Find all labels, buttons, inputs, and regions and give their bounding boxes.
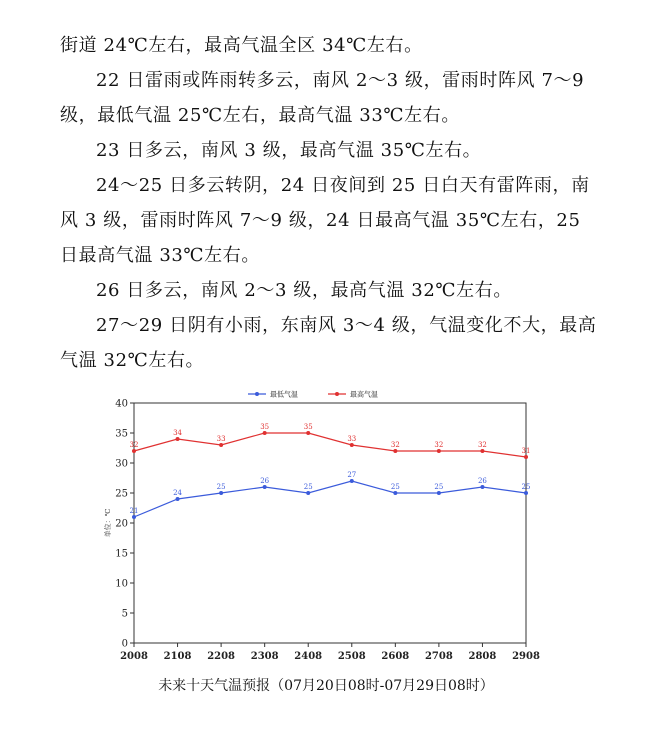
- forecast-text-block: [60, 28, 600, 378]
- x-tick-label: 2408: [294, 651, 323, 662]
- chart-caption: 未来十天气温预报（07月20日08时-07月29日08时）: [158, 678, 494, 694]
- data-label: 21: [129, 507, 139, 515]
- x-tick-label: 2708: [424, 651, 453, 662]
- data-label: 32: [390, 441, 400, 449]
- data-label: 26: [477, 477, 487, 485]
- legend-marker: [335, 392, 339, 396]
- data-label: 31: [521, 447, 531, 455]
- paragraph-day-26: 26 日多云，南风 2～3 级，最高气温 32℃左右。: [96, 280, 512, 301]
- x-tick-label: 2908: [512, 651, 540, 662]
- y-tick-label: 0: [121, 638, 128, 650]
- y-tick-label: 15: [115, 548, 128, 560]
- data-point: [132, 449, 136, 453]
- y-tick-label: 30: [115, 458, 128, 470]
- data-point: [263, 485, 267, 489]
- x-tick-label: 2108: [163, 651, 192, 662]
- y-tick-label: 5: [121, 608, 128, 620]
- data-point: [393, 491, 397, 495]
- data-label: 25: [303, 483, 313, 491]
- data-label: 33: [347, 435, 357, 443]
- data-label: 26: [260, 477, 270, 485]
- data-label: 35: [303, 423, 313, 431]
- paragraph-day-22: 22 日雷雨或阵雨转多云，南风 2～3 级，雷雨时阵风 7～9 级，最低气温 25℃左右，最高气温 33℃左右。: [60, 70, 585, 126]
- data-point: [524, 491, 528, 495]
- y-tick-label: 40: [115, 398, 128, 410]
- data-point: [263, 431, 267, 435]
- data-label: 32: [434, 441, 444, 449]
- data-point: [306, 431, 310, 435]
- y-axis-label: 单位：℃: [104, 508, 112, 538]
- data-point: [219, 491, 223, 495]
- y-tick-label: 25: [115, 488, 128, 500]
- data-label: 24: [173, 489, 183, 497]
- legend-label: 最高气温: [350, 390, 378, 399]
- data-label: 32: [129, 441, 139, 449]
- data-point: [524, 455, 528, 459]
- data-point: [393, 449, 397, 453]
- paragraph-day-27-29: 27～29 日阴有小雨，东南风 3～4 级，气温变化不大，最高气温 32℃左右。: [60, 315, 597, 371]
- x-tick-label: 2808: [468, 651, 497, 662]
- legend-label: 最低气温: [270, 390, 298, 399]
- data-label: 32: [477, 441, 487, 449]
- data-point: [480, 485, 484, 489]
- data-point: [176, 497, 180, 501]
- data-point: [306, 491, 310, 495]
- data-label: 35: [260, 423, 270, 431]
- data-point: [176, 437, 180, 441]
- data-label: 34: [173, 429, 183, 437]
- data-point: [480, 449, 484, 453]
- x-tick-label: 2508: [337, 651, 366, 662]
- data-label: 25: [521, 483, 531, 491]
- paragraph-day-24-25: 24～25 日多云转阴，24 日夜间到 25 日白天有雷阵雨，南风 3 级，雷雨时阵风 7～9 级，24 日最高气温 35℃左右，25 日最高气温 33℃左右。: [60, 175, 590, 266]
- x-tick-label: 2208: [207, 651, 236, 662]
- data-label: 27: [347, 471, 357, 479]
- data-label: 25: [216, 483, 226, 491]
- temperature-chart-svg: [100, 385, 550, 670]
- temperature-chart: [100, 385, 550, 670]
- data-point: [437, 449, 441, 453]
- y-tick-label: 20: [115, 518, 128, 530]
- x-tick-label: 2008: [120, 651, 148, 662]
- paragraph-day-23: 23 日多云，南风 3 级，最高气温 35℃左右。: [96, 140, 482, 161]
- data-point: [350, 443, 354, 447]
- legend-marker: [255, 392, 259, 396]
- y-tick-label: 35: [115, 428, 128, 440]
- data-point: [437, 491, 441, 495]
- y-tick-label: 10: [115, 578, 128, 590]
- x-tick-label: 2308: [250, 651, 279, 662]
- data-point: [132, 515, 136, 519]
- x-tick-label: 2608: [381, 651, 410, 662]
- paragraph-continuation: 街道 24℃左右，最高气温全区 34℃左右。: [60, 35, 423, 56]
- data-label: 33: [216, 435, 226, 443]
- data-label: 25: [390, 483, 400, 491]
- data-point: [219, 443, 223, 447]
- data-label: 25: [434, 483, 444, 491]
- data-point: [350, 479, 354, 483]
- chart-background: [100, 385, 550, 670]
